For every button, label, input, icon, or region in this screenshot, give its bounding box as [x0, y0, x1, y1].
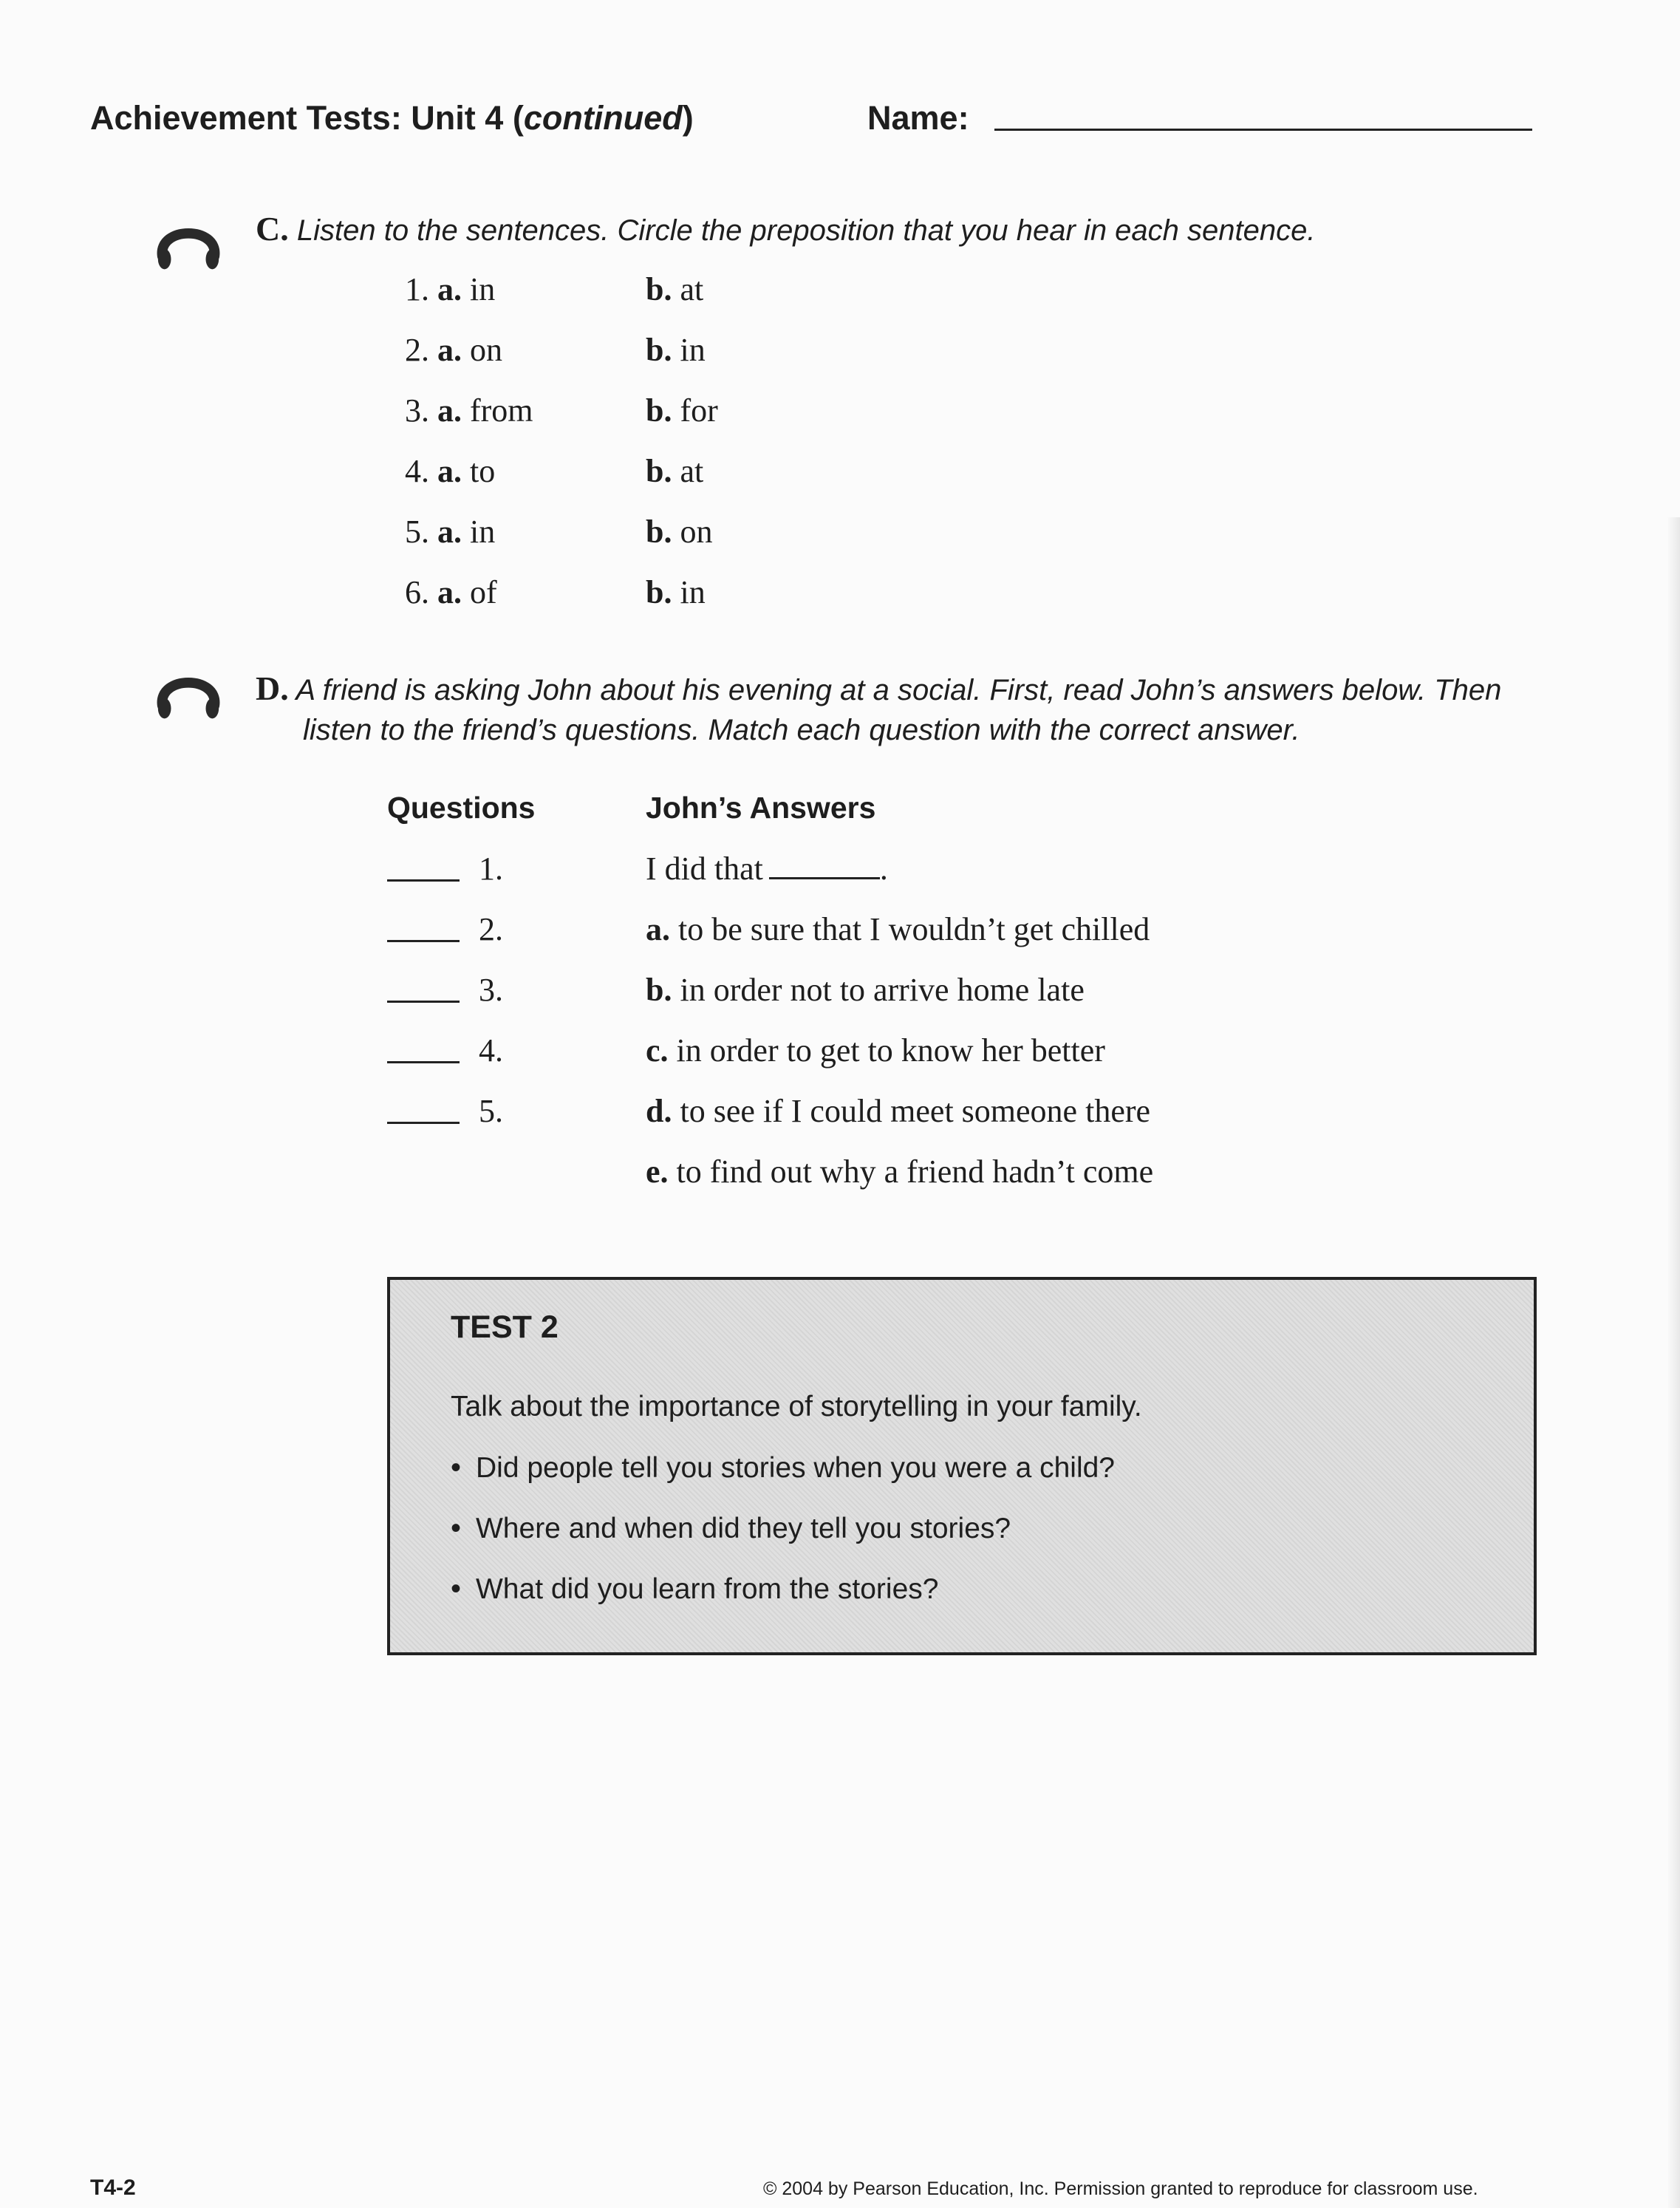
- choice-a[interactable]: of: [470, 574, 497, 610]
- list-item: 2. a. on: [405, 332, 502, 368]
- page-title: Achievement Tests: Unit 4 (continued): [90, 99, 694, 137]
- copyright-notice: © 2004 by Pearson Education, Inc. Permission granted to reproduce for classroom use.: [763, 2178, 1478, 2199]
- question-number: 5.: [479, 1093, 503, 1129]
- answer-blank[interactable]: [387, 1061, 460, 1063]
- list-item: e. to find out why a friend hadn’t come: [646, 1154, 1154, 1190]
- choice-a[interactable]: on: [470, 332, 502, 368]
- list-item: b. for: [646, 392, 718, 429]
- page-edge-shadow: [1667, 517, 1680, 2208]
- question-number: 3.: [479, 972, 503, 1008]
- list-item: 6. a. of: [405, 574, 497, 610]
- choice-a[interactable]: from: [470, 392, 533, 429]
- list-item: b. at: [646, 271, 704, 307]
- name-field[interactable]: [994, 129, 1532, 131]
- choice-a[interactable]: in: [470, 514, 496, 550]
- list-item: 4. a. to: [405, 453, 496, 489]
- section-d-instruction: D. A friend is asking John about his evening at a social. First, read John’s answers below. Then: [256, 669, 1502, 707]
- answer-blank[interactable]: [387, 940, 460, 942]
- answer-blank[interactable]: [387, 1122, 460, 1124]
- list-item: • What did you learn from the stories?: [451, 1572, 939, 1605]
- intro-blank: [769, 876, 880, 879]
- answer-blank[interactable]: [387, 1001, 460, 1003]
- bullet-icon: •: [451, 1572, 462, 1605]
- test2-box: [387, 1277, 1537, 1655]
- list-item: 5. a. in: [405, 514, 496, 550]
- list-item: • Where and when did they tell you stories?: [451, 1512, 1011, 1544]
- test2-prompt: Talk about the importance of storytelling in your family.: [451, 1391, 1142, 1422]
- bullet-icon: •: [451, 1451, 462, 1484]
- list-item: 3. a. from: [405, 392, 533, 429]
- question-number: 1.: [479, 851, 503, 887]
- questions-header: Questions: [387, 791, 536, 825]
- choice-b[interactable]: in: [680, 332, 706, 368]
- list-item: c. in order to get to know her better: [646, 1032, 1105, 1069]
- list-item: 1. a. in: [405, 271, 496, 307]
- page-number: T4-2: [90, 2175, 136, 2200]
- choice-b[interactable]: at: [680, 271, 704, 307]
- section-c-instruction: C. Listen to the sentences. Circle the preposition that you hear in each sentence.: [256, 210, 1316, 248]
- choice-b[interactable]: for: [680, 392, 718, 429]
- choice-b[interactable]: on: [680, 514, 713, 550]
- headphones-icon: [152, 658, 225, 730]
- list-item: b. at: [646, 453, 704, 489]
- bullet-icon: •: [451, 1512, 462, 1544]
- answer-blank[interactable]: [387, 879, 460, 882]
- choice-b[interactable]: in: [680, 574, 706, 610]
- list-item: b. in: [646, 332, 706, 368]
- test2-title: TEST 2: [451, 1309, 559, 1345]
- list-item: b. in: [646, 574, 706, 610]
- list-item: a. to be sure that I wouldn’t get chilled: [646, 911, 1150, 947]
- list-item: d. to see if I could meet someone there: [646, 1093, 1151, 1129]
- headphones-icon: [152, 208, 225, 281]
- question-number: 2.: [479, 911, 503, 947]
- choice-a[interactable]: to: [470, 453, 496, 489]
- question-number: 4.: [479, 1032, 503, 1069]
- answer-intro: I did that .: [646, 851, 888, 887]
- list-item: • Did people tell you stories when you were a child?: [451, 1451, 1115, 1484]
- name-label: Name:: [867, 99, 969, 137]
- section-d-instruction-cont: listen to the friend’s questions. Match each question with the correct answer.: [303, 714, 1300, 746]
- choice-a[interactable]: in: [470, 271, 496, 307]
- list-item: b. on: [646, 514, 713, 550]
- list-item: b. in order not to arrive home late: [646, 972, 1085, 1008]
- choice-b[interactable]: at: [680, 453, 704, 489]
- answers-header: John’s Answers: [646, 791, 876, 825]
